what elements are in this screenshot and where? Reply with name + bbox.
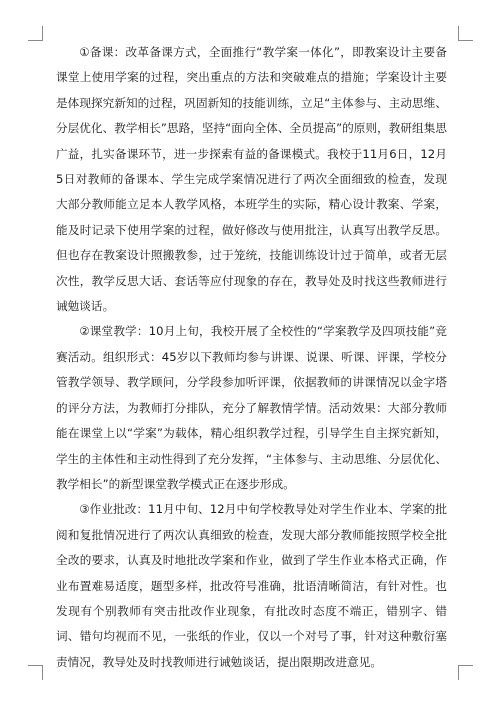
crop-mark-top-right: [458, 26, 473, 41]
crop-mark-bottom-left: [28, 665, 43, 680]
crop-mark-top-left: [28, 26, 43, 41]
paragraph-lesson-preparation: ①备课：改革备课方式，全面推行“教学案一体化”，即教案设计主要备课堂上使用学案的过程，突出重点的方法和突破难点的措施；学案设计主要是体现探究新知的过程，巩固新知的技能训练，立足“主体参与、主动思维、分层优化、教学相长”思路，坚持“面向全体、全员提高”的原则，教研组集思广益，扎实备课环节，进一步探索有益的备课模式。我校于11月6日，12月5日对教师的备课本、学生完成学案情况进行了两次全面细致的检查，发现大部分教师能立足本人教学风格，本班学生的实际，精心设计教案、学案，能及时记录下使用学案的过程，做好修改与使用批注，认真写出教学反思。但也存在教案设计照搬教参，过于笼统，技能训练设计过于简单，或者无层次性，教学反思大话、套话等应付现象的存在，教导处及时找这些教师进行诫勉谈话。: [56, 45, 447, 314]
paragraph-classroom-teaching: ②课堂教学：10月上旬，我校开展了全校性的“学案教学及四项技能”竞赛活动。组织形式：45岁以下教师均参与讲课、说课、听课、评课，学校分管教学领导、教学顾问，分学段参加听评课，依据教师的讲课情况以金字塔的评分方法，为教师打分排队，充分了解教情学情。活动效果：大部分教师能在课堂上以“学案”为载体，精心组织教学过程，引导学生自主探究新知，学生的主体性和主动性得到了充分发挥，“主体参与、主动思维、分层优化、教学相长”的新型课堂教学模式正在逐步形成。: [56, 324, 447, 491]
crop-mark-bottom-right: [458, 665, 473, 680]
document-body: [56, 40, 447, 675]
paragraph-homework-correction: ③作业批改：11月中旬、12月中旬学校教导处对学生作业本、学案的批阅和复批情况进行了两次认真细致的检查，发现大部分教师能按照学校全批全改的要求，认真及时地批改学案和作业，做到了学生作业本格式正确，作业布置难易适度，题型多样，批改符号准确，批语清晰简洁，有针对性。也发现有个别教师有突击批改作业现象，有批改时态度不端正，错别字、错词、错句均视而不见，一张纸的作业，仅以一个对号了事，针对这种敷衍塞责情况，教导处及时找教师进行诫勉谈话，提出限期改进意见。: [56, 502, 447, 669]
